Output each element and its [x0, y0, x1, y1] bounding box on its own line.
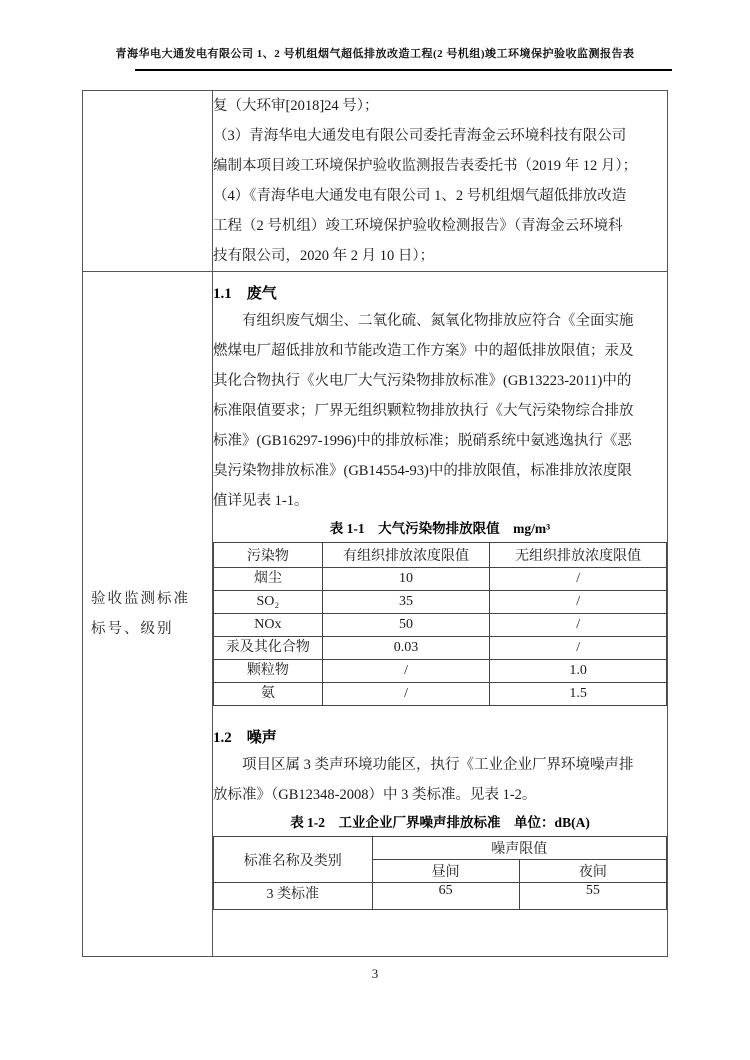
- group-header: 噪声限值: [372, 837, 666, 860]
- noise-paragraph: [213, 750, 667, 810]
- section-heading-noise: 1.2 噪声: [213, 730, 277, 746]
- column-header: 标准名称及类别: [214, 837, 373, 883]
- table-row: [214, 660, 667, 683]
- table-row: [214, 683, 667, 706]
- unorganized-limit-cell: /: [490, 637, 667, 660]
- pollutant-cell: NOx: [214, 614, 323, 637]
- table-1-2-caption: 表 1-2 工业企业厂界噪声排放标准 单位：dB(A): [290, 815, 590, 830]
- organized-limit-cell: 0.03: [322, 637, 490, 660]
- text-line: 臭污染物排放标准》(GB14554-93)中的排放限值，标准排放浓度限: [213, 463, 632, 479]
- row-label-cell: [83, 272, 213, 957]
- text-line: 值详见表 1-1。: [213, 493, 309, 509]
- text-line: 其化合物执行《火电厂大气污染物排放标准》(GB13223-2011)中的: [213, 373, 632, 389]
- unorganized-limit-cell: 1.0: [490, 660, 667, 683]
- organized-limit-cell: 10: [322, 568, 490, 591]
- pollutant-cell: 烟尘: [214, 568, 323, 591]
- column-header: 有组织排放浓度限值: [322, 543, 490, 568]
- text-line: 项目区属 3 类声环境功能区，执行《工业企业厂界环境噪声排: [242, 757, 634, 773]
- text-line: 标准》(GB16297-1996)中的排放标准；脱硝系统中氨逃逸执行《恶: [213, 433, 632, 449]
- page-header: [0, 0, 750, 71]
- table-row: [83, 272, 668, 957]
- pollutant-cell: 汞及其化合物: [214, 637, 323, 660]
- text-line: 燃煤电厂超低排放和节能改造工作方案》中的超低排放限值；汞及: [213, 343, 634, 359]
- pollutant-cell: SO₂: [214, 591, 323, 614]
- section-heading-waste-gas: 1.1 废气: [213, 286, 277, 302]
- approval-docs-cell: [213, 91, 668, 272]
- day-limit-cell: 65: [372, 883, 519, 910]
- organized-limit-cell: 50: [322, 614, 490, 637]
- table-header-row: [214, 837, 667, 860]
- noise-section: [213, 716, 667, 910]
- text-line: （4）《青海华电大通发电有限公司 1、2 号机组烟气超低排放改造: [213, 188, 627, 204]
- column-header-day: 昼间: [372, 860, 519, 883]
- unorganized-limit-cell: /: [490, 614, 667, 637]
- table-row: [214, 591, 667, 614]
- night-limit-cell: 55: [519, 883, 666, 910]
- column-header: 无组织排放浓度限值: [490, 543, 667, 568]
- noise-limits-table: [213, 836, 667, 910]
- column-header: 污染物: [214, 543, 323, 568]
- air-pollutant-limits-table: [213, 542, 667, 706]
- text-line: （3）青海华电大通发电有限公司委托青海金云环境科技有限公司: [213, 128, 627, 144]
- organized-limit-cell: /: [322, 683, 490, 706]
- table-row: [214, 637, 667, 660]
- column-header-night: 夜间: [519, 860, 666, 883]
- organized-limit-cell: 35: [322, 591, 490, 614]
- text-line: 技有限公司，2020 年 2 月 10 日）；: [213, 248, 435, 264]
- unorganized-limit-cell: 1.5: [490, 683, 667, 706]
- text-line: 工程（2 号机组）竣工环境保护验收检测报告》（青海金云环境科: [213, 218, 623, 234]
- page-title: 青海华电大通发电有限公司 1、2 号机组烟气超低排放改造工程(2 号机组)竣工环境保护验收监测报告表: [115, 48, 635, 60]
- main-table: [82, 90, 668, 957]
- table-row: [83, 91, 668, 272]
- organized-limit-cell: /: [322, 660, 490, 683]
- header-rule: [135, 69, 672, 71]
- row-label-standards: 验收监测标准标号、级别: [91, 591, 190, 637]
- table-header-row: [214, 543, 667, 568]
- text-line: 放标准》（GB12348-2008）中 3 类标准。见表 1-2。: [213, 787, 537, 803]
- unorganized-limit-cell: /: [490, 591, 667, 614]
- standard-class-cell: 3 类标准: [214, 883, 373, 910]
- table-row: [214, 614, 667, 637]
- page-number: 3: [371, 966, 379, 981]
- pollutant-cell: 颗粒物: [214, 660, 323, 683]
- unorganized-limit-cell: /: [490, 568, 667, 591]
- table-row: [214, 883, 667, 910]
- standards-content-cell: [213, 272, 668, 957]
- text-line: 编制本项目竣工环境保护验收监测报告表委托书（2019 年 12 月）；: [213, 158, 638, 174]
- table-1-1-caption: 表 1-1 大气污染物排放限值 mg/m³: [329, 521, 551, 536]
- text-line: 有组织废气烟尘、二氧化硫、氮氧化物排放应符合《全面实施: [242, 313, 634, 329]
- pollutant-cell: 氨: [214, 683, 323, 706]
- row-label-cell-empty: [83, 91, 213, 272]
- text-line: 复（大环审[2018]24 号）；: [213, 98, 379, 114]
- waste-gas-paragraph: [213, 306, 667, 516]
- text-line: 标准限值要求；厂界无组织颗粒物排放执行《大气污染物综合排放: [213, 403, 634, 419]
- table-row: [214, 568, 667, 591]
